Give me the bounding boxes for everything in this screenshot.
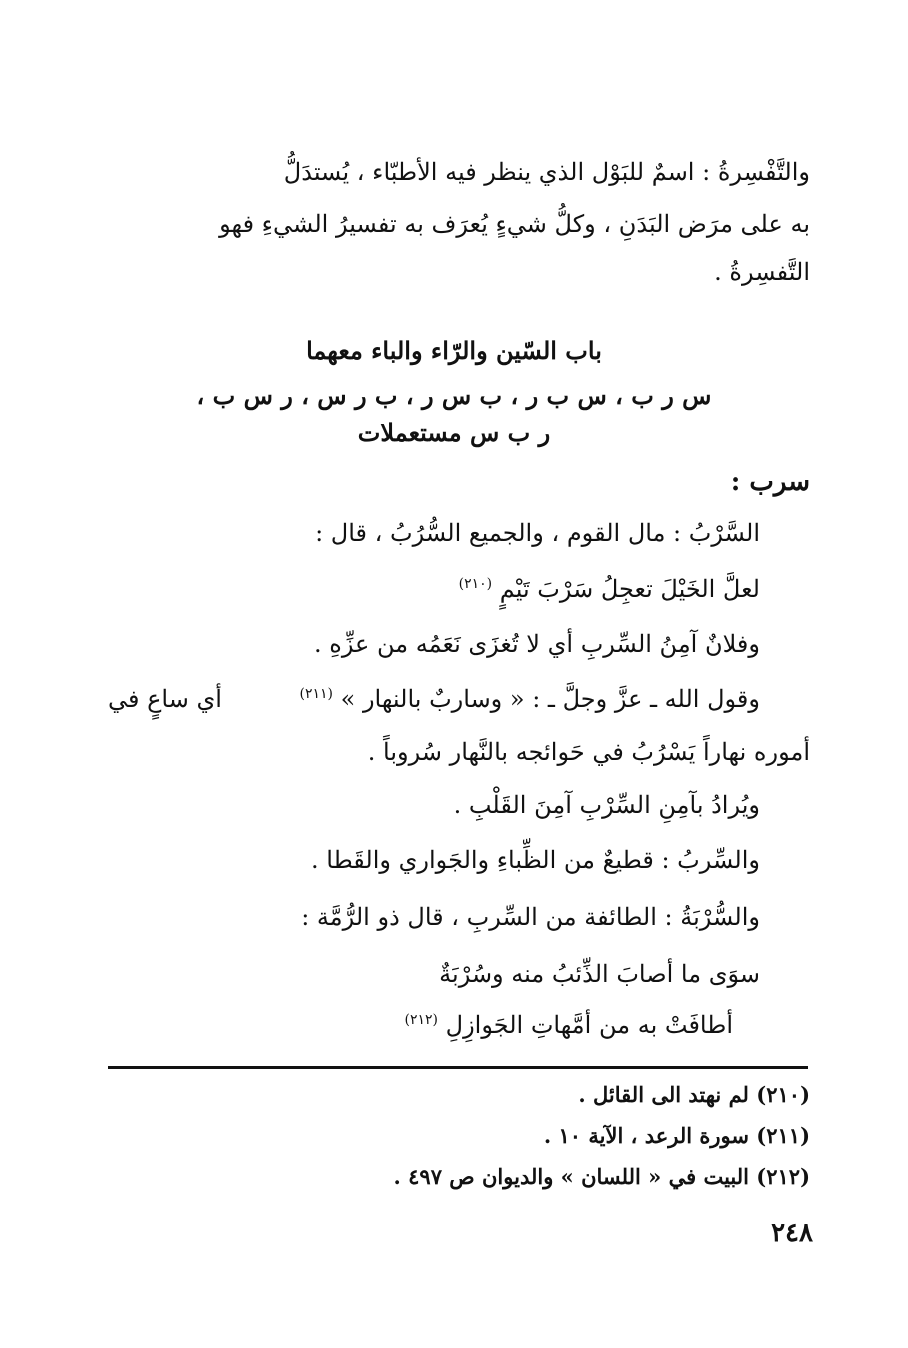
intro-line-2: به على مرَض البَدَنِ ، وكلُّ شيءٍ يُعرَف به تفسيرُ الشيءِ فهو	[219, 210, 810, 238]
verse-line-2	[404, 1011, 733, 1040]
intro-line-1: والتَّفْسِرةُ : اسمٌ للبَوْل الذي ينظر فيه الأطبّاء ، يُستدَلُّ	[283, 158, 810, 186]
entry-line-6: ويُرادُ بآمِنِ السِّرْبِ آمِنَ القَلْبِ .	[453, 791, 760, 819]
intro-line-3: التَّفسِرةُ .	[714, 258, 810, 286]
footnote-212: (٢١٢) البيت في « اللسان » والديوان ص ٤٩٧ .	[393, 1164, 810, 1189]
verse-line-1: سوَى ما أصابَ الذِّئبُ منه وسُرْبَةٌ	[439, 960, 760, 988]
footnote-divider	[108, 1066, 808, 1069]
entry-heading: سرب :	[730, 467, 810, 497]
chapter-title: باب السّين والرّاء والباء معهما	[306, 336, 602, 365]
entry-line-7: والسِّربُ : قطيعٌ من الظِّباءِ والجَواري والقَطا .	[311, 846, 760, 874]
entry-line-4-end: أي ساعٍ في	[108, 685, 222, 713]
verse-second-hemistich: أطافَتْ به من أمَّهاتِ الجَوازِلِ	[445, 1011, 733, 1039]
entry-line-5: أموره نهاراً يَسْرُبُ في حَوائجه بالنَّهار سُروباً .	[367, 738, 810, 766]
footnote-ref-212: (٢١٢)	[404, 1012, 438, 1028]
entry-line-4	[299, 685, 760, 714]
quran-quote: وقول الله ـ عزَّ وجلَّ ـ : « وساربٌ بالنهار »	[340, 685, 760, 713]
chapter-roots-line-1: س ر ب ، س ب ر ، ب س ر ، ب ر س ، ر س ب ،	[196, 381, 712, 410]
chapter-roots-line-2: ر ب س مستعملات	[357, 418, 551, 447]
entry-line-8: والسُّرْبَةُ : الطائفة من السِّربِ ، قال ذو الرُّمَّة :	[301, 903, 760, 931]
entry-line-1: السَّرْبُ : مال القوم ، والجميع السُّرُبُ ، قال :	[315, 519, 760, 547]
footnote-211: (٢١١) سورة الرعد ، الآية ١٠ .	[543, 1123, 810, 1148]
footnote-ref-211: (٢١١)	[299, 686, 333, 702]
entry-line-3: وفلانٌ آمِنُ السِّربِ أي لا تُغزَى نَعَمُه من عزِّهِ .	[313, 630, 760, 658]
footnote-210: (٢١٠) لم نهتد الى القائل .	[578, 1082, 810, 1107]
footnote-ref-210: (٢١٠)	[458, 576, 493, 592]
quote-half-verse: لعلَّ الخَيْلَ تعجِلُ سَرْبَ تَيْمٍ	[499, 575, 760, 603]
page-number: ٢٤٨	[771, 1218, 813, 1248]
entry-line-2	[459, 575, 760, 604]
